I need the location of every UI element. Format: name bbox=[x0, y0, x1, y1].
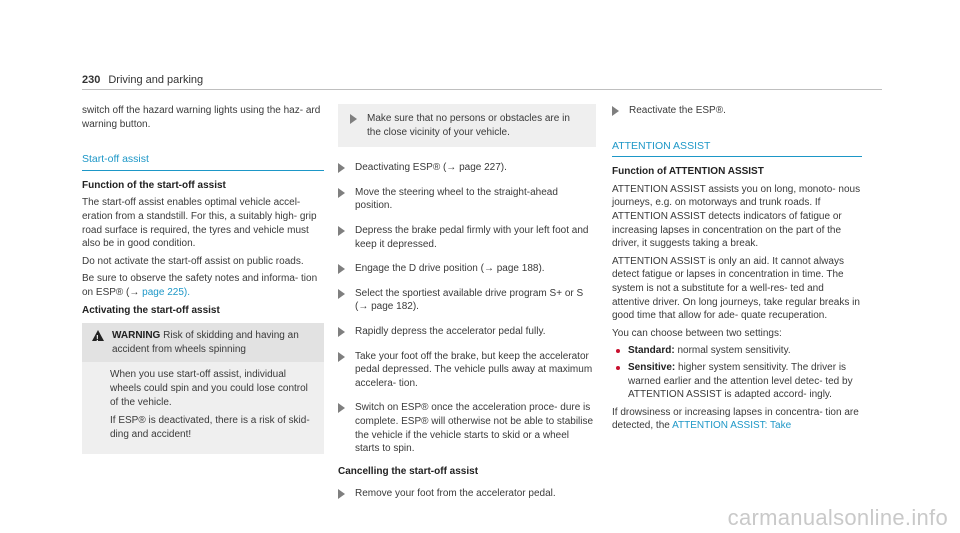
step-arrow-icon bbox=[338, 403, 345, 413]
step-arrow-icon bbox=[338, 226, 345, 236]
drowsiness-text: If drowsiness or increasing lapses in concentra- tion are detected, the ATTENTION ASSIST: Take bbox=[612, 406, 859, 432]
step-text: Move the steering wheel to the straight-ahead position. bbox=[355, 186, 558, 212]
attention-assist-link[interactable]: ATTENTION ASSIST: Take bbox=[672, 420, 792, 432]
setting-bullet bbox=[616, 344, 862, 358]
step-text: Deactivating ESP® (→ page 227). bbox=[355, 162, 507, 174]
note-box bbox=[338, 104, 596, 147]
step-item bbox=[338, 186, 596, 213]
function-body: The start-off assist enables optimal vehicle accel- eration from a standstill. For this, a suitably high- grip road surface is required, the tyres and vehicle must also be in good condition. bbox=[82, 197, 317, 250]
warning-p1: When you use start-off assist, individual wheels could spin and you could lose control of the vehicle. bbox=[110, 369, 308, 408]
step-arrow-icon bbox=[338, 188, 345, 198]
setting-text: normal system sensitivity. bbox=[674, 345, 791, 357]
warning-box bbox=[82, 323, 324, 454]
chapter-title: Driving and parking bbox=[108, 74, 204, 86]
step-arrow-icon bbox=[338, 327, 345, 337]
warning-head-text: Risk of skidding and having an accident from wheels spinning bbox=[112, 330, 299, 355]
column-1 bbox=[82, 104, 324, 454]
reactivate-text: Reactivate the ESP®. bbox=[629, 105, 726, 116]
bullet-dot-icon bbox=[616, 366, 620, 370]
note-text: Make sure that no persons or obstacles are in the close vicinity of your vehicle. bbox=[367, 113, 570, 138]
step-arrow-icon bbox=[338, 352, 345, 362]
step-text: Rapidly depress the accelerator pedal fully. bbox=[355, 325, 546, 337]
header-rule bbox=[82, 89, 882, 90]
public-roads-note: Do not activate the start-off assist on public roads. bbox=[82, 255, 304, 267]
steps-list bbox=[338, 161, 596, 456]
warning-header bbox=[82, 323, 324, 362]
step-item bbox=[338, 401, 596, 455]
step-arrow-icon bbox=[350, 114, 357, 124]
setting-label: Sensitive: bbox=[628, 361, 676, 373]
step-text: Select the sportiest available drive program S+ or S (→ page 182). bbox=[355, 287, 584, 313]
step-item bbox=[338, 262, 596, 276]
setting-text: higher system sensitivity. The driver is warned earlier and the attention level detec- ted by ATTENTION ASSIST is adapted accord- ingly. bbox=[628, 361, 853, 401]
setting-label: Standard: bbox=[628, 345, 675, 357]
watermark: carmanualsonline.info bbox=[727, 505, 948, 530]
step-arrow-icon bbox=[338, 163, 345, 173]
attention-function-body: ATTENTION ASSIST assists you on long, monoto- nous journeys, e.g. on motorways and trunk roads. If ATTENTION ASSIST detects indicators of fatigue or increasing lapses in concentration on the part of the driver, it suggests taking a break. bbox=[612, 183, 861, 250]
step-text: Switch on ESP® once the acceleration proce- dure is complete. ESP® will otherwise not be able to stabilise the vehicle if the vehicle starts to skid or a wheel starts to spin. bbox=[355, 402, 594, 455]
step-item bbox=[338, 161, 596, 175]
step-item bbox=[338, 325, 596, 339]
activating-heading: Activating the start-off assist bbox=[82, 304, 220, 316]
step-item bbox=[338, 287, 596, 314]
bullet-dot-icon bbox=[616, 349, 620, 353]
section-rule bbox=[612, 156, 862, 157]
step-arrow-icon bbox=[612, 106, 619, 116]
column-2 bbox=[338, 104, 596, 512]
settings-intro: You can choose between two settings: bbox=[612, 327, 782, 339]
step-text: Take your foot off the brake, but keep the accelerator pedal depressed. The vehicle pulls away at maximum accelera- tion. bbox=[355, 350, 593, 389]
column-3 bbox=[612, 104, 862, 437]
cancel-step-text: Remove your foot from the accelerator pedal. bbox=[355, 488, 556, 500]
page-link-225[interactable]: page 225). bbox=[139, 286, 190, 298]
warning-triangle-icon: ! bbox=[92, 330, 104, 341]
section-title-start-off: Start-off assist bbox=[82, 153, 149, 166]
cancel-step bbox=[338, 487, 596, 501]
setting-bullet bbox=[616, 361, 862, 402]
settings-list bbox=[612, 344, 862, 401]
section-title-attention: ATTENTION ASSIST bbox=[612, 139, 711, 152]
section-rule bbox=[82, 170, 324, 171]
step-arrow-icon bbox=[338, 264, 345, 274]
step-arrow-icon bbox=[338, 289, 345, 299]
step-text: Engage the D drive position (→ page 188). bbox=[355, 263, 545, 275]
esp-note: Be sure to observe the safety notes and informa- tion on ESP® (→ page 225). bbox=[82, 273, 318, 298]
warning-body bbox=[82, 362, 324, 454]
step-item bbox=[338, 224, 596, 251]
attention-function-heading: Function of ATTENTION ASSIST bbox=[612, 166, 764, 178]
warning-label: WARNING bbox=[112, 330, 161, 342]
function-heading: Function of the start-off assist bbox=[82, 179, 226, 191]
warning-p2: If ESP® is deactivated, there is a risk of skid- ding and accident! bbox=[110, 415, 310, 440]
attention-aid-note: ATTENTION ASSIST is only an aid. It cannot always detect fatigue or lapses in concentration in time. The system is not a substitute for a well-res- ted and attentive driver. On long journeys, take regular breaks in good time that allow for ade- quate recuperation. bbox=[612, 255, 860, 322]
step-text: Depress the brake pedal firmly with your left foot and keep it depressed. bbox=[355, 224, 589, 250]
cancel-heading: Cancelling the start-off assist bbox=[338, 465, 479, 477]
step-item bbox=[338, 350, 596, 391]
intro-text: switch off the hazard warning lights using the haz- ard warning button. bbox=[82, 105, 321, 130]
page-header bbox=[82, 74, 203, 86]
reactivate-step bbox=[612, 104, 862, 118]
step-arrow-icon bbox=[338, 489, 345, 499]
page-number: 230 bbox=[82, 74, 101, 86]
